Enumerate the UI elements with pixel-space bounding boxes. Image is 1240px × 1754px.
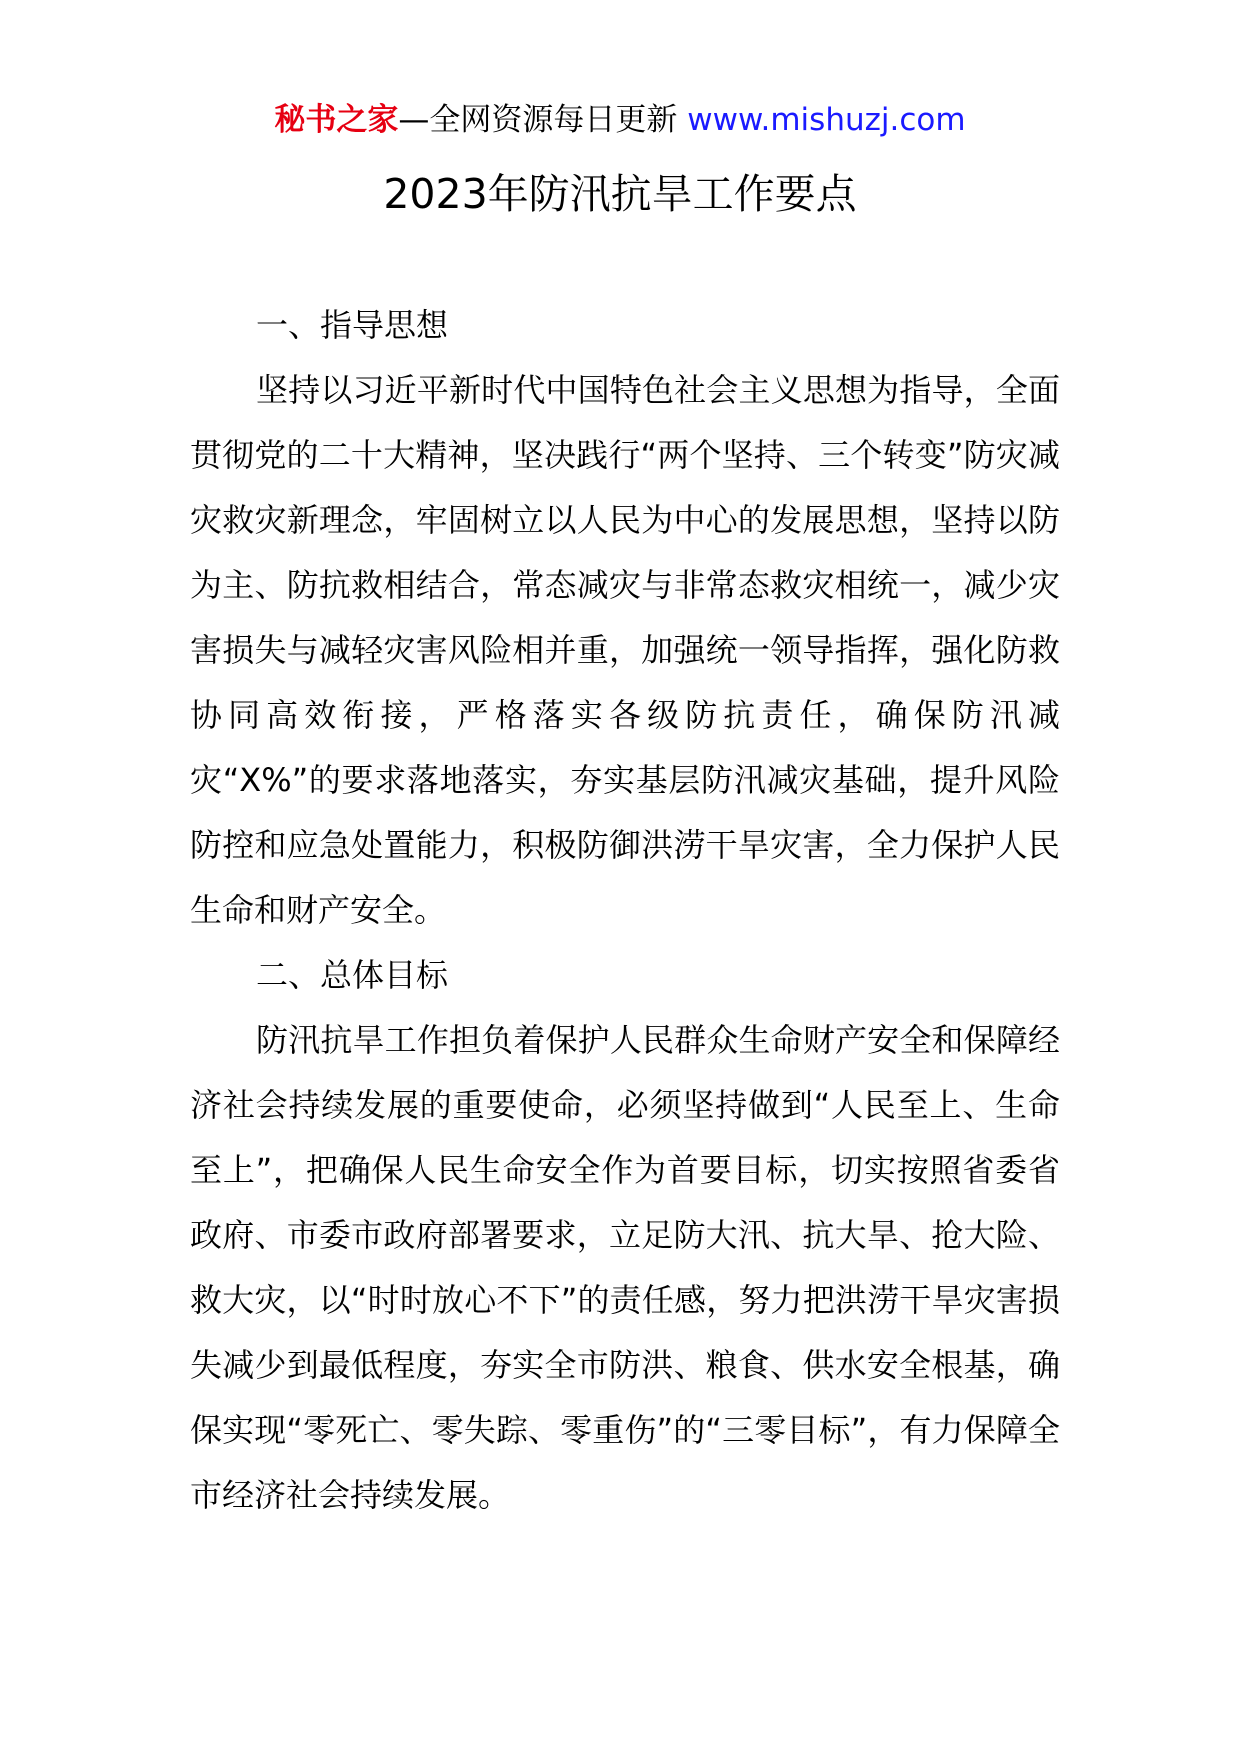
site-brand: 秘书之家 <box>274 102 399 138</box>
site-tagline: —全网资源每日更新 <box>398 102 688 138</box>
section-heading-overall-goal: 二、总体目标 <box>256 956 449 994</box>
site-url-link[interactable]: www.mishuzj.com <box>687 102 966 138</box>
document-body <box>190 293 1060 1528</box>
document-title: 2023年防汛抗旱工作要点 <box>383 170 857 218</box>
section-paragraph-overall-goal: 防汛抗旱工作担负着保护人民群众生命财产安全和保障经济社会持续发展的重要使命，必须坚持做到“人民至上、生命至上”，把确保人民生命安全作为首要目标，切实按照省委省政府、市委市政府部署要求，立足防大汛、抗大旱、抢大险、救大灾，以“时时放心不下”的责任感，努力把洪涝干旱灾害损失减少到最低程度，夯实全市防洪、粮食、供水安全根基，确保实现“零死亡、零失踪、零重伤”的“三零目标”，有力保障全市经济社会持续发展。 <box>190 1021 1060 1514</box>
section-paragraph-guiding-ideology: 坚持以习近平新时代中国特色社会主义思想为指导，全面贯彻党的二十大精神，坚决践行“两个坚持、三个转变”防灾减灾救灾新理念，牢固树立以人民为中心的发展思想，坚持以防为主、防抗救相结合，常态减灾与非常态救灾相统一，减少灾害损失与减轻灾害风险相并重，加强统一领导指挥，强化防救协同高效衔接，严格落实各级防抗责任，确保防汛减灾“X%”的要求落地落实，夯实基层防汛减灾基础，提升风险防控和应急处置能力，积极防御洪涝干旱灾害，全力保护人民生命和财产安全。 <box>190 371 1060 929</box>
section-heading-guiding-ideology: 一、指导思想 <box>256 306 449 344</box>
site-header <box>0 98 1240 142</box>
